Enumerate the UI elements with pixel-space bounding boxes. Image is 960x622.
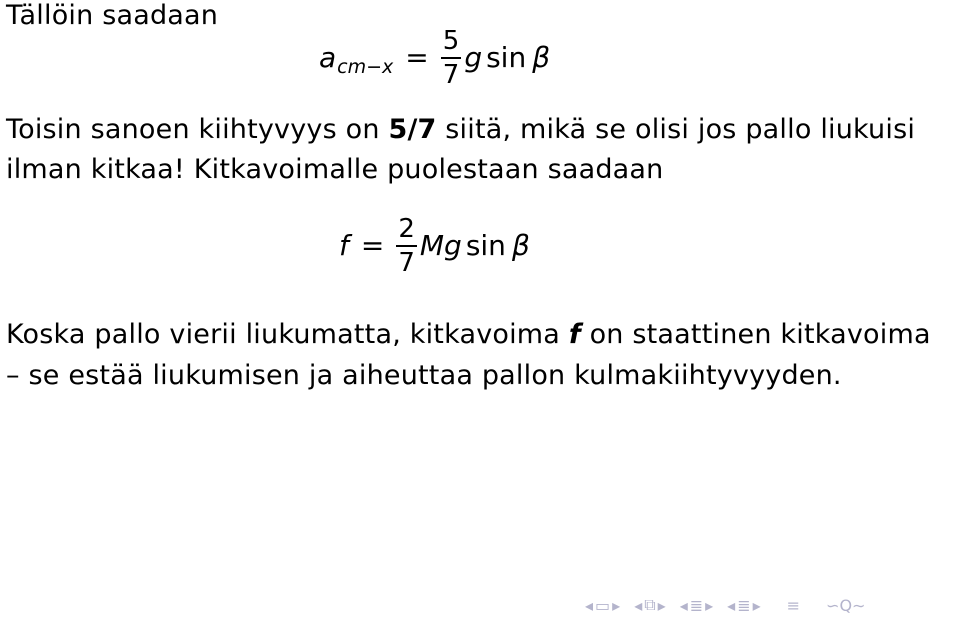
arrow-left-icon[interactable]: ◂	[727, 595, 736, 615]
subsection-icon[interactable]: ⧉	[644, 595, 656, 614]
eq1-numerator: 5	[442, 26, 460, 56]
eq1-g: g	[464, 41, 483, 75]
para1-line1-b: siitä, mikä se olisi jos pallo liukuisi	[436, 114, 916, 145]
para1-line1-fraction: 5/7	[388, 114, 437, 145]
eq1-rel: =	[405, 41, 429, 75]
arrow-right-icon[interactable]: ▸	[705, 595, 714, 615]
arrow-right-icon[interactable]: ▸	[657, 595, 666, 615]
eq2-denominator: 7	[398, 247, 415, 278]
para1-line2	[6, 154, 664, 186]
para1-line1	[6, 114, 915, 146]
eq1-fraction	[441, 26, 462, 90]
para1-line1-a: Toisin sanoen kiihtyvyys on	[6, 114, 389, 145]
section-icon[interactable]: ≣	[737, 595, 751, 615]
equation-acceleration	[319, 26, 550, 90]
eq2-fraction	[396, 214, 417, 278]
eq1-denominator: 7	[442, 59, 460, 90]
arrow-left-icon[interactable]: ◂	[679, 595, 688, 615]
eq1-sin: sin	[486, 41, 527, 75]
arrow-right-icon[interactable]: ▸	[752, 595, 761, 615]
eq2-lhs-var: f	[339, 229, 349, 263]
frame-icon[interactable]: ▭	[595, 595, 611, 615]
search-icon[interactable]: ∽Q∼	[826, 595, 866, 615]
eq2-rel: =	[360, 229, 385, 263]
para2-line2-text: – se estää liukumisen ja aiheuttaa pallon kulmakiihtyvyyden.	[6, 360, 842, 391]
eq1-angle: β	[532, 41, 551, 75]
para1-line2-text: ilman kitkaa! Kitkavoimalle puolestaan saadaan	[6, 154, 664, 185]
eq1-lhs-var: a	[319, 41, 337, 75]
para2-line1-a: Koska pallo vierii liukumatta, kitkavoima	[6, 319, 569, 350]
navigation-bar	[585, 593, 865, 617]
eq2-sin: sin	[465, 229, 506, 263]
arrow-left-icon[interactable]: ◂	[634, 595, 643, 615]
eq2-mg: Mg	[419, 229, 462, 263]
arrow-left-icon[interactable]: ◂	[585, 595, 594, 615]
para2-line1-var: f	[568, 319, 581, 350]
eq2-angle: β	[511, 229, 530, 263]
para2-line1-b: on staattinen kitkavoima	[580, 319, 931, 350]
para2-line2	[6, 360, 842, 392]
heading-text	[6, 0, 218, 32]
eq1-fraction-bar	[441, 57, 462, 59]
eq1-lhs-sub: cm−x	[337, 55, 394, 78]
align-icon[interactable]: ≡	[786, 595, 801, 615]
heading-text-content: Tällöin saadaan	[6, 0, 219, 31]
para2-line1	[6, 319, 931, 351]
eq2-fraction-bar	[396, 245, 417, 247]
section-icon[interactable]: ≣	[689, 595, 704, 615]
eq2-numerator: 2	[398, 214, 415, 244]
equation-friction	[339, 214, 530, 278]
arrow-right-icon[interactable]: ▸	[612, 595, 621, 615]
